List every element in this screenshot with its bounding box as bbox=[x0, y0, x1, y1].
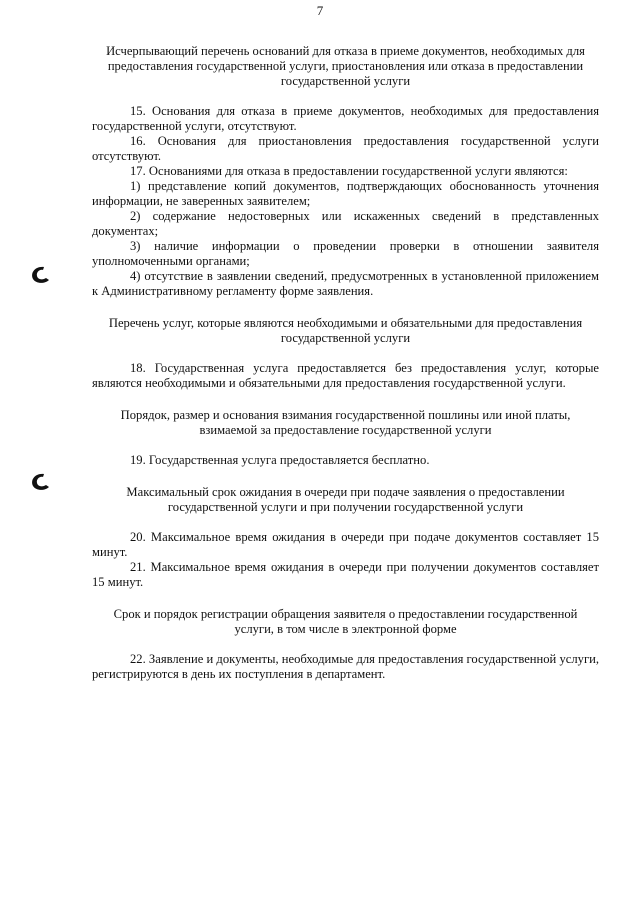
section-heading: Перечень услуг, которые являются необходимыми и обязательными для предоставления государственной услуги bbox=[108, 316, 583, 345]
binder-hole-mark-icon bbox=[29, 265, 53, 285]
paragraph: 3) наличие информации о проведении проверки в отношении заявителя уполномоченными органами; bbox=[92, 239, 599, 268]
section-heading: Максимальный срок ожидания в очереди при подаче заявления о предоставлении государственной услуги и при получении государственной услуги bbox=[126, 485, 565, 514]
paragraph: 20. Максимальное время ожидания в очереди при подаче документов составляет 15 минут. bbox=[92, 530, 599, 559]
section-heading: Исчерпывающий перечень оснований для отказа в приеме документов, необходимых для предоставления государственной услуги, приостановления или отказа в предоставлении государственной услуги bbox=[106, 44, 585, 88]
section-heading: Порядок, размер и основания взимания государственной пошлины или иной платы, взимаемой за предоставление государственной услуги bbox=[120, 408, 571, 437]
document-body bbox=[92, 44, 599, 682]
paragraph: 17. Основаниями для отказа в предоставлении государственной услуги являются: bbox=[130, 164, 568, 178]
paragraph: 16. Основания для приостановления предоставления государственной услуги отсутствуют. bbox=[92, 134, 599, 163]
paragraph: 1) представление копий документов, подтверждающих обоснованность уточнения информации, не заверенных заявителем; bbox=[92, 179, 599, 208]
page-number: 7 bbox=[316, 3, 324, 18]
paragraph: 15. Основания для отказа в приеме документов, необходимых для предоставления государственной услуги, отсутствуют. bbox=[92, 104, 599, 133]
paragraph: 19. Государственная услуга предоставляется бесплатно. bbox=[130, 453, 430, 467]
binder-hole-mark-icon bbox=[29, 472, 53, 492]
paragraph: 18. Государственная услуга предоставляется без предоставления услуг, которые являются необходимыми и обязательными для предоставления государственной услуги. bbox=[92, 361, 599, 390]
paragraph: 22. Заявление и документы, необходимые для предоставления государственной услуги, регистрируются в день их поступления в департамент. bbox=[92, 652, 599, 681]
paragraph: 2) содержание недостоверных или искаженных сведений в представленных документах; bbox=[92, 209, 599, 238]
paragraph: 21. Максимальное время ожидания в очереди при получении документов составляет 15 минут. bbox=[92, 560, 599, 589]
paragraph: 4) отсутствие в заявлении сведений, предусмотренных в установленной приложением к Административному регламенту форме заявления. bbox=[92, 269, 599, 298]
section-heading: Срок и порядок регистрации обращения заявителя о предоставлении государственной услуги, в том числе в электронной форме bbox=[113, 607, 578, 636]
